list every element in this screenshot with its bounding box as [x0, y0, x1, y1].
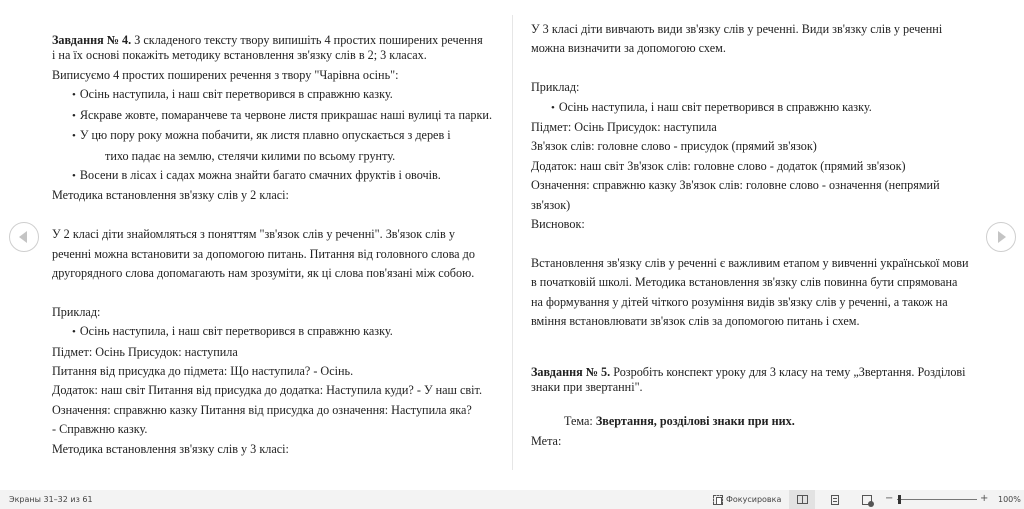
- bullet-item: • Осінь наступила, і наш світ перетворився в справжню казку.: [52, 85, 502, 105]
- focus-mode-button[interactable]: [713, 492, 781, 507]
- next-page-button[interactable]: [986, 222, 1016, 252]
- focus-label: Фокусировка: [726, 495, 782, 504]
- analysis-line: Означення: справжню казку Зв'язок слів: головне слово - означення (непрямий: [531, 178, 940, 193]
- task4-text: З складеного тексту твору випишіть 4 простих поширених речення: [131, 33, 483, 47]
- conclusion-line: на формування у дітей чіткого розуміння видів зв'язку слів у реченні, а також на: [531, 294, 948, 309]
- web-layout-button[interactable]: [854, 490, 880, 509]
- analysis-line: Зв'язок слів: головне слово - присудок (прямий зв'язок): [531, 139, 817, 154]
- conclusion-line: вміння встановлювати зв'язок слів за допомогою питань і схем.: [531, 314, 860, 329]
- focus-icon: [713, 495, 723, 505]
- topic-value: Звертання, розділові знаки при них.: [595, 414, 795, 429]
- bullet-item: • У цю пору року можна побачити, як листя плавно опускається з дерев і: [52, 126, 502, 146]
- chevron-left-icon: [19, 231, 27, 243]
- bullet-continuation: тихо падає на землю, стелячи килими по всьому грунту.: [105, 148, 396, 163]
- task4-text-line2: і на їх основі покажіть методику встановлення зв'язку слів в 2; 3 класах.: [52, 48, 427, 62]
- print-layout-button[interactable]: [822, 490, 848, 509]
- status-bar: [0, 490, 1024, 509]
- method2-paragraph-line: реченні можна встановити за допомогою питань. Питання від головного слова до: [52, 246, 475, 261]
- task5-label: Завдання № 5.: [531, 364, 611, 379]
- analysis-line: Підмет: Осінь Присудок: наступила: [531, 120, 717, 135]
- method2-heading: Методика встановлення зв'язку слів у 2 класі:: [52, 188, 289, 203]
- goal-label: Мета:: [531, 433, 562, 448]
- task4-label: Завдання № 4.: [52, 33, 132, 47]
- analysis-line: Додаток: наш світ Зв'язок слів: головне слово - додаток (прямий зв'язок): [531, 158, 906, 173]
- example-bullet: • Осінь наступила, і наш світ перетворився в справжню казку.: [531, 98, 981, 118]
- screen-counter: Экраны 31–32 из 61: [9, 495, 93, 504]
- zoom-level[interactable]: 100%: [998, 495, 1021, 504]
- analysis-line: Питання від присудка до підмета: Що наступила? - Осінь.: [52, 364, 354, 379]
- left-page: [52, 33, 502, 459]
- conclusion-line: Встановлення зв'язку слів у реченні є важливим етапом у вивченні української мови: [531, 255, 969, 270]
- right-page: [531, 20, 981, 451]
- zoom-out-button[interactable]: −: [885, 493, 894, 504]
- previous-page-button[interactable]: [9, 222, 39, 252]
- method3-heading: Методика встановлення зв'язку слів у 3 класі:: [52, 441, 289, 456]
- task5-text-line2: знаки при звертанні".: [531, 379, 643, 394]
- zoom-in-button[interactable]: +: [980, 493, 989, 504]
- analysis-line: Означення: справжню казку Питання від присудка до означення: Наступила яка?: [52, 402, 472, 417]
- task4-header: [52, 33, 502, 48]
- intro-line: можна визначити за допомогою схем.: [531, 41, 726, 56]
- zoom-slider-thumb[interactable]: [898, 495, 901, 504]
- task5-header: [531, 365, 981, 380]
- topic-label: Тема:: [564, 414, 596, 429]
- conclusion-label: Висновок:: [531, 217, 585, 232]
- read-mode-button[interactable]: [789, 490, 815, 509]
- intro-line: У 3 класі діти вивчають види зв'язку слів у реченні. Види зв'язку слів у реченні: [531, 22, 943, 36]
- example-label: Приклад:: [531, 80, 580, 95]
- task5-text: Розробіть конспект уроку для 3 класу на тему „Звертання. Розділові: [610, 364, 966, 379]
- method2-paragraph-line: У 2 класі діти знайомляться з поняттям "зв'язок слів у реченні". Зв'язок слів у: [52, 227, 455, 242]
- web-layout-icon: [862, 495, 872, 505]
- topic-line: [531, 412, 981, 431]
- conclusion-line: в початковій школі. Методика встановлення зв'язку слів повинна бути спрямована: [531, 275, 958, 290]
- example-label: Приклад:: [52, 304, 101, 319]
- analysis-line: Підмет: Осінь Присудок: наступила: [52, 344, 238, 359]
- zoom-slider-track[interactable]: [897, 499, 977, 500]
- chevron-right-icon: [998, 231, 1006, 243]
- page-divider: [512, 15, 513, 470]
- example-bullet: • Осінь наступила, і наш світ перетворився в справжню казку.: [52, 322, 502, 342]
- page-icon: [831, 495, 839, 505]
- method2-paragraph-line: другорядного слова допомагають нам зрозуміти, як ці слова пов'язані між собою.: [52, 266, 475, 281]
- analysis-line: Додаток: наш світ Питання від присудка до додатка: Наступила куди? - У наш світ.: [52, 383, 482, 398]
- bullet-item: • Яскраве жовте, помаранчеве та червоне листя прикрашає наші вулиці та парки.: [52, 106, 502, 126]
- book-icon: [797, 495, 808, 504]
- bullet-item: • Восени в лісах і садах можна знайти багато смачних фруктів і овочів.: [52, 166, 502, 186]
- intro-text: Виписуємо 4 простих поширених речення з твору "Чарівна осінь":: [52, 68, 399, 82]
- analysis-line: зв'язок): [531, 197, 571, 212]
- analysis-line: - Справжню казку.: [52, 422, 148, 437]
